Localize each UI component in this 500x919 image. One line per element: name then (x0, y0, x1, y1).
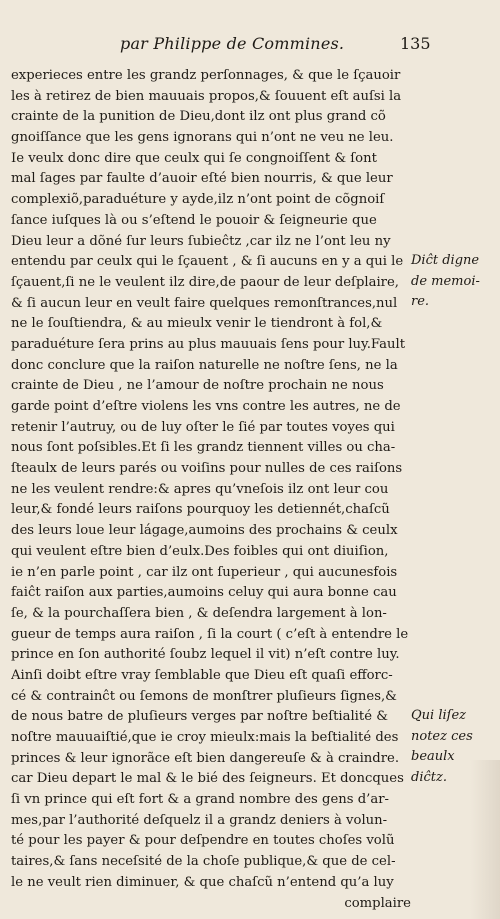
text-line: des leurs loue leur lágage,aumoins des prochains & ceulx (11, 523, 398, 539)
text-line: ie n’en parle point , car ilz ont ſuperieur , qui aucunesfois (11, 564, 398, 580)
text-line: ſçauent,ſi ne le veulent ilz dire,de paour de leur deſplaire, (11, 274, 399, 290)
text-line: de nous batre de pluſieurs verges par noſtre beſtialité & (11, 709, 388, 725)
body-text (11, 66, 411, 914)
text-line: ſteaulx de leurs parés ou voiſins pour nulles de ces raiſons (11, 461, 403, 477)
text-line: garde point d’eſtre violens les vns contre les autres, ne de (11, 399, 401, 414)
margin-note-line: notez ces (411, 728, 473, 744)
text-line: experieces entre les grandz perſonnages, & que le ſçauoir (11, 68, 401, 83)
text-line: & ſi aucun leur en veult faire quelques remonſtrances,nul (11, 295, 398, 311)
text-line: les à retirez de bien mauuais propos,& ſouuent eſt auſsi la (11, 88, 402, 104)
text-line: leur,& fondé leurs raiſons pourquoy les detiennét,chaſcũ (11, 502, 390, 518)
margin-note-line: diĉtz. (411, 770, 447, 786)
page-header (0, 34, 500, 58)
text-line: taires,& ſans neceſsité de la choſe publique,& que de cel- (11, 854, 396, 870)
text-line: faiĉt raiſon aux parties,aumoins celuy qui aura bonne cau (11, 585, 397, 601)
text-line: crainte de la punition de Dieu,dont ilz ont plus grand cõ (11, 109, 386, 125)
text-line: Ie veulx donc dire que ceulx qui ſe congnoiſſent & ſont (11, 150, 377, 166)
text-line: ne le ſouſtiendra, & au mieulx venir le tiendront à fol,& (11, 316, 383, 332)
text-line: donc conclure que la raiſon naturelle ne noſtre ſens, ne la (11, 357, 398, 373)
text-line: gnoiſſance que les gens ignorans qui n’ont ne veu ne leu. (11, 130, 394, 146)
text-line: gueur de temps aura raiſon , ſi la court ( c’eſt à entendre le (11, 626, 409, 642)
margin-note-dict-digne (411, 251, 498, 313)
text-line: princes & leur ignorãce eſt bien dangereuſe & à craindre. (11, 750, 400, 766)
page-number: 135 (400, 34, 431, 53)
text-line: crainte de Dieu , ne l’amour de noſtre prochain ne nous (11, 378, 384, 394)
text-line: Dieu leur a dõné ſur leurs ſubieĉtz ,car ilz ne l’ont leu ny (11, 233, 391, 249)
text-line: ne les veulent rendre:& apres qu’vneſois ilz ont leur cou (11, 481, 389, 497)
margin-note-line: de memoi- (411, 273, 480, 289)
text-line: ſi vn prince qui eſt fort & a grand nombre des gens d’ar- (11, 792, 389, 808)
text-line: complexiõ,paraduéture y ayde,ilz n’ont point de cõgnoiſ (11, 192, 385, 208)
text-line: nous ſont poſsibles.Et ſi les grandz tiennent villes ou cha- (11, 440, 396, 456)
text-line: retenir l’autruy, ou de luy oſter le ſié par toutes voyes qui (11, 419, 395, 435)
page-thumb-shadow (470, 760, 500, 919)
margin-note-line: Diĉt digne (411, 253, 480, 268)
text-line: entendu par ceulx qui le ſçauent , & ſi aucuns en y a qui le (11, 254, 404, 270)
text-line: ſance iuſques là ou s’eſtend le pouoir & ſeigneurie que (11, 212, 377, 228)
text-line: noſtre mauuaiſtié,que ie croy mieulx:mais la beſtialité des (11, 730, 399, 745)
margin-note-line: re. (411, 294, 430, 310)
text-line: té pour les payer & pour deſpendre en toutes choſes volũ (11, 833, 395, 849)
text-line: car Dieu depart le mal & le bié des ſeigneurs. Et doncques (11, 771, 404, 787)
text-line: mes,par l’authorité deſquelz il a grandz deniers à volun- (11, 812, 388, 828)
text-line: qui veulent eſtre bien d’eulx.Des foibles qui ont diuiſion, (11, 543, 389, 559)
text-line: le ne veult rien diminuer, & que chaſcũ n’entend qu’a luy (11, 874, 394, 890)
margin-note-line: beaulx (411, 749, 455, 765)
text-line: ſe, & la pourchaſſera bien , & deſendra largement à lon- (11, 605, 387, 621)
text-line: Ainſi doibt eſtre vray ſemblable que Dieu eſt quaſi efforc- (11, 667, 393, 683)
text-line: mal ſages par faulte d’auoir eſté bien nourris, & que leur (11, 171, 393, 187)
text-line: paraduéture ſera prins au plus mauuais ſens pour luy.Fault (11, 336, 406, 352)
catchword: complaire (344, 895, 411, 911)
running-head: par Philippe de Commines. (120, 34, 345, 53)
margin-note-line: Qui liſez (411, 708, 466, 723)
text-line: prince en ſon authorité ſoubz lequel il vit) n’eſt contre luy. (11, 647, 400, 663)
text-line: cé & contrainĉt ou ſemons de monſtrer pluſieurs ſignes,& (11, 688, 397, 704)
